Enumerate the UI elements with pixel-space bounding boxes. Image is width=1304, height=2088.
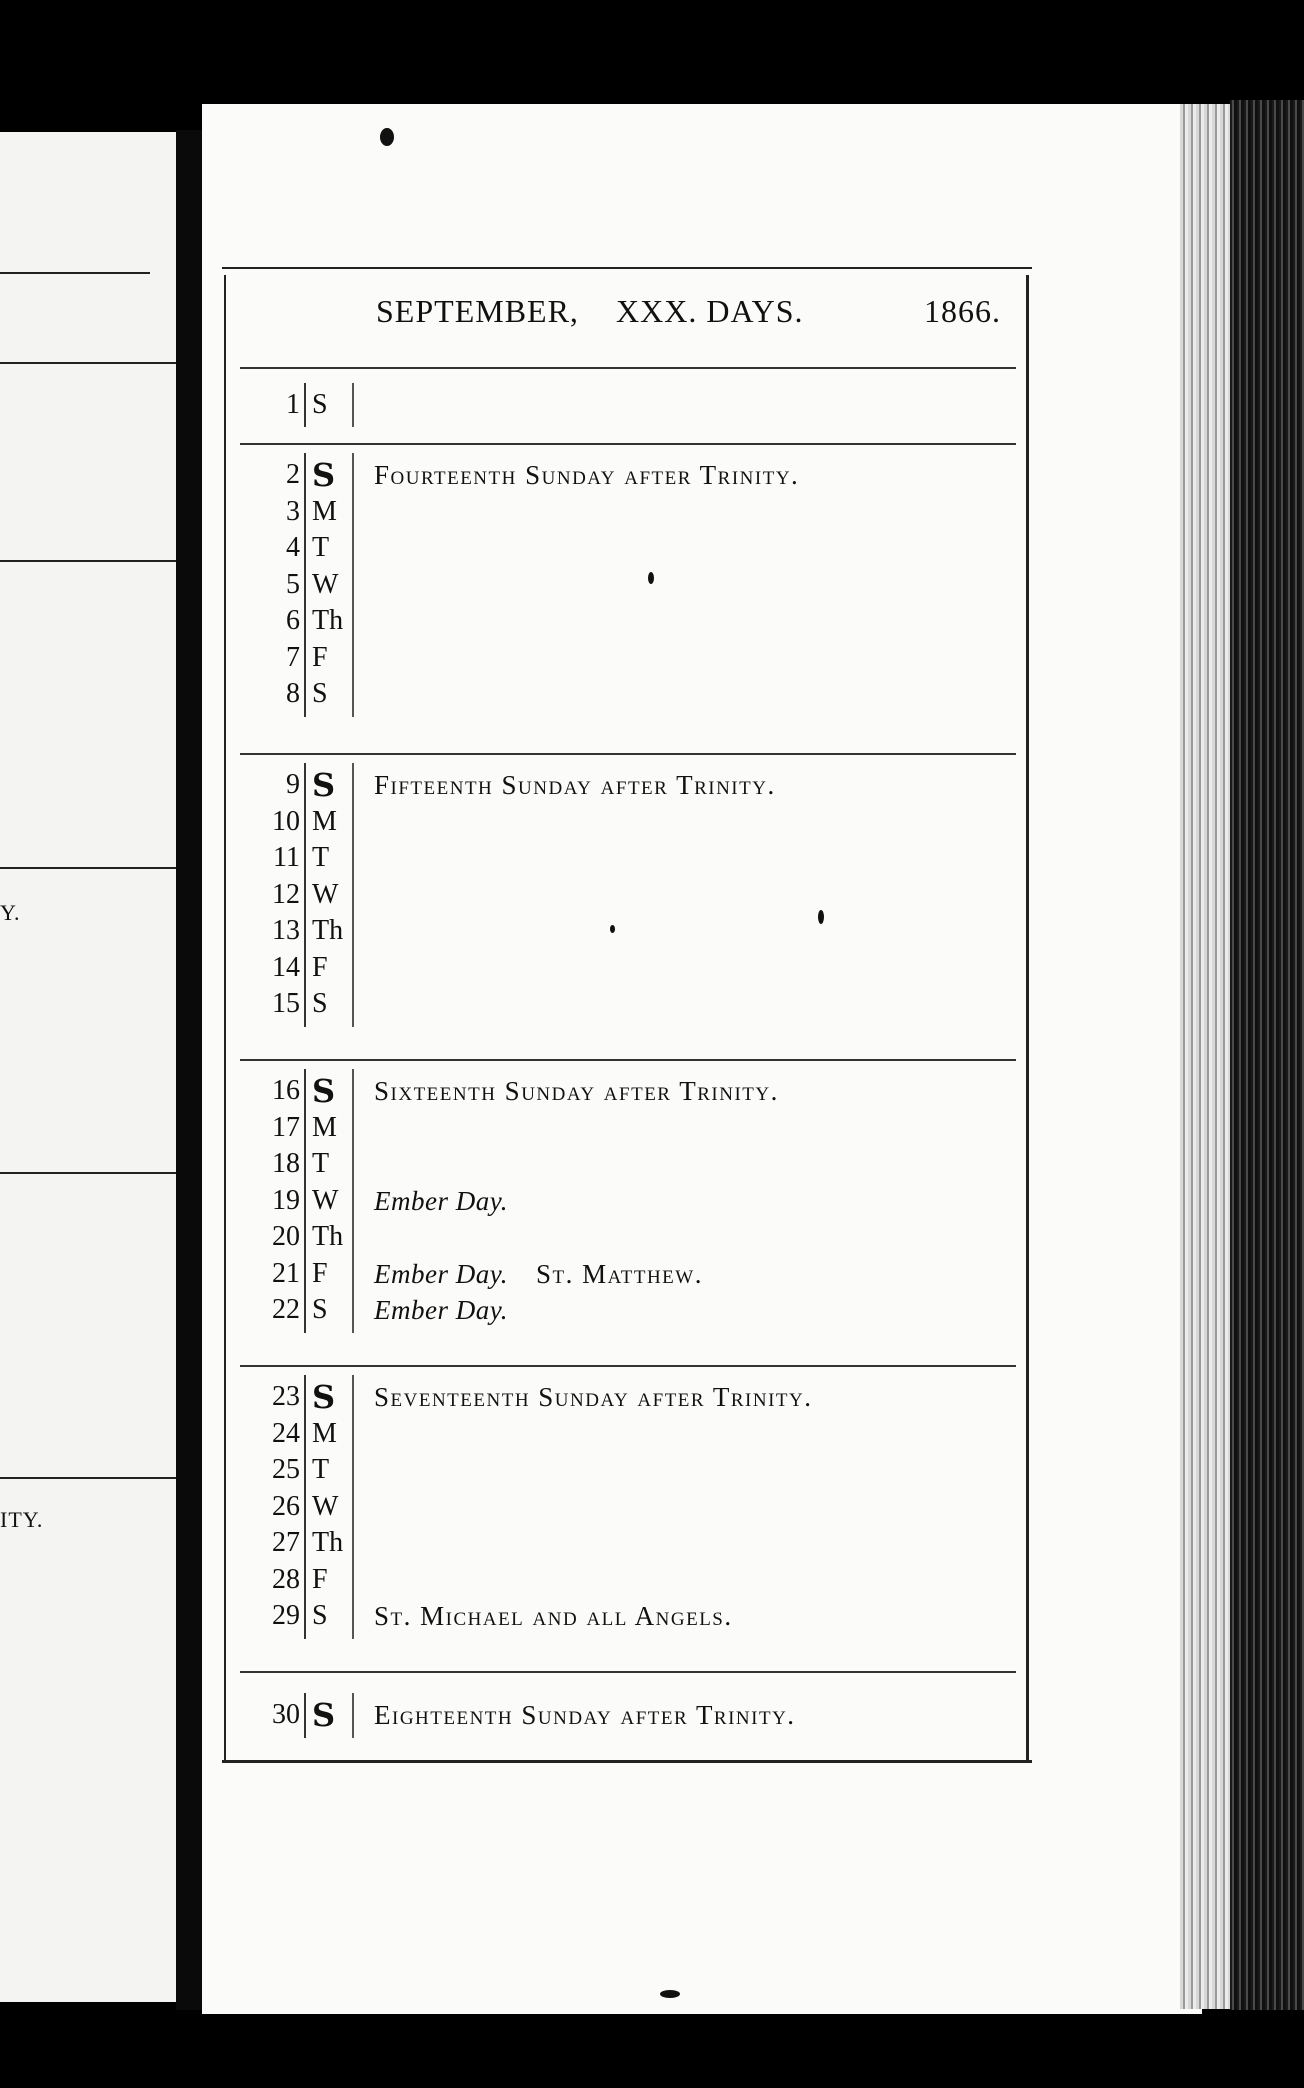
ember-day-note: Ember Day. — [374, 1258, 508, 1289]
date-number: 6 — [286, 605, 300, 636]
weekday-letter: S — [312, 388, 328, 420]
left-page-rule — [0, 272, 150, 274]
ink-speck — [610, 925, 615, 933]
date-number: 26 — [272, 1490, 300, 1522]
date-number: 1 — [286, 388, 300, 420]
date-number: 20 — [272, 1221, 300, 1252]
calendar-row — [240, 1697, 1016, 1733]
date-number: 10 — [272, 805, 300, 837]
date-number: 29 — [272, 1600, 300, 1631]
date-number: 16 — [272, 1075, 300, 1106]
weekday-letter: T — [312, 532, 330, 563]
calendar-row — [240, 1146, 1016, 1182]
calendar-row — [240, 1292, 1016, 1328]
date-number: 14 — [272, 951, 300, 983]
calendar-row — [240, 457, 1016, 493]
date-number: 21 — [272, 1257, 300, 1289]
weekday-letter: M — [312, 1417, 337, 1449]
weekday-letter: Th — [312, 915, 344, 946]
sunday-letter: S — [312, 456, 336, 494]
weekday-letter: F — [312, 951, 328, 983]
ember-day-note: Ember Day. — [374, 1185, 508, 1216]
date-number: 24 — [272, 1417, 300, 1449]
sunday-letter: S — [312, 1696, 336, 1735]
weekday-letter: F — [312, 641, 328, 673]
date-number: 9 — [286, 769, 300, 800]
weekday-letter: Th — [312, 1527, 344, 1558]
calendar-row — [240, 1073, 1016, 1109]
date-number: 8 — [286, 678, 300, 709]
ink-speck — [818, 910, 824, 924]
calendar-row — [240, 1256, 1016, 1292]
day-note — [374, 1256, 703, 1292]
book-gutter — [176, 130, 202, 2010]
weekday-letter: F — [312, 1257, 328, 1289]
left-page-rule — [0, 1172, 176, 1174]
calendar-row — [240, 950, 1016, 986]
day-note — [374, 1379, 812, 1415]
frame-top-rule — [222, 267, 1032, 269]
weekday-letter: T — [312, 1148, 330, 1179]
week-separator — [240, 1365, 1016, 1367]
date-number: 13 — [272, 915, 300, 946]
left-page-rule — [0, 362, 176, 364]
week-block — [240, 1671, 1016, 1760]
left-page-fragment: Y. — [0, 900, 21, 925]
week-separator — [240, 1059, 1016, 1061]
frame-bottom-rule — [222, 1760, 1032, 1763]
ink-speck — [380, 128, 394, 146]
weekday-letter: M — [312, 805, 337, 837]
feast-note: Fifteenth Sunday after Trinity. — [374, 770, 776, 800]
calendar-row — [240, 1110, 1016, 1146]
calendar-row — [240, 913, 1016, 949]
calendar-row — [240, 804, 1016, 840]
weekday-letter: W — [312, 568, 339, 600]
calendar-row — [240, 986, 1016, 1022]
calendar-frame — [224, 275, 1029, 1760]
calendar-header — [376, 293, 1016, 333]
date-number: 4 — [286, 532, 300, 563]
calendar-row — [240, 530, 1016, 566]
week-block — [240, 753, 1016, 1059]
calendar-row — [240, 1219, 1016, 1255]
days-count: XXX. DAYS. — [616, 293, 804, 329]
weekday-letter: W — [312, 1490, 339, 1522]
calendar-row — [240, 494, 1016, 530]
date-number: 11 — [273, 842, 300, 873]
calendar-row — [240, 767, 1016, 803]
weekday-letter: W — [312, 878, 339, 910]
sunday-letter: S — [312, 766, 336, 804]
calendar-row — [240, 1452, 1016, 1488]
feast-note: Eighteenth Sunday after Trinity. — [374, 1700, 796, 1731]
calendar-row — [240, 1562, 1016, 1598]
date-number: 15 — [272, 988, 300, 1019]
left-facing-page — [0, 132, 176, 2002]
week-separator — [240, 443, 1016, 445]
calendar-row — [240, 387, 1016, 423]
calendar-row — [240, 1416, 1016, 1452]
left-page-rule — [0, 867, 176, 869]
weekday-letter: Th — [312, 1221, 344, 1252]
date-number: 7 — [286, 641, 300, 673]
date-number: 30 — [272, 1699, 300, 1731]
weekday-letter: T — [312, 842, 330, 873]
left-page-fragment: ITY. — [0, 1507, 44, 1532]
weekday-letter: S — [312, 988, 328, 1019]
feast-note: Fourteenth Sunday after Trinity. — [374, 460, 800, 490]
weekday-letter: S — [312, 1294, 328, 1325]
sunday-letter: S — [312, 1072, 336, 1110]
date-number: 25 — [272, 1454, 300, 1485]
date-number: 22 — [272, 1294, 300, 1325]
ink-speck — [660, 1990, 680, 1998]
week-block — [240, 367, 1016, 443]
month-title: SEPTEMBER, — [376, 293, 579, 329]
calendar-row — [240, 1183, 1016, 1219]
left-page-rule — [0, 560, 176, 562]
date-number: 17 — [272, 1111, 300, 1143]
week-block — [240, 1059, 1016, 1365]
date-number: 18 — [272, 1148, 300, 1179]
date-number: 23 — [272, 1381, 300, 1412]
calendar-row — [240, 1598, 1016, 1634]
day-note — [374, 1183, 508, 1219]
feast-note: Sixteenth Sunday after Trinity. — [374, 1076, 779, 1106]
calendar-row — [240, 640, 1016, 676]
weekday-letter: T — [312, 1454, 330, 1485]
weekday-letter: Th — [312, 605, 344, 636]
weekday-letter: W — [312, 1184, 339, 1216]
book-edge — [1230, 100, 1304, 2010]
calendar-row — [240, 1489, 1016, 1525]
date-number: 19 — [272, 1184, 300, 1216]
date-number: 27 — [272, 1527, 300, 1558]
day-note — [374, 457, 799, 493]
weekday-letter: M — [312, 1111, 337, 1143]
weekday-letter: M — [312, 495, 337, 527]
date-number: 5 — [286, 568, 300, 600]
date-number: 12 — [272, 878, 300, 910]
weekday-letter: S — [312, 678, 328, 709]
calendar-row — [240, 567, 1016, 603]
ember-day-note: Ember Day. — [374, 1295, 508, 1325]
left-page-rule — [0, 1477, 176, 1479]
year-label: 1866. — [924, 293, 1001, 329]
week-separator — [240, 753, 1016, 755]
weekday-letter: F — [312, 1563, 328, 1595]
week-block — [240, 1365, 1016, 1671]
sunday-letter: S — [312, 1378, 336, 1416]
calendar-row — [240, 1379, 1016, 1415]
ink-speck — [648, 572, 654, 584]
feast-note: Seventeenth Sunday after Trinity. — [374, 1382, 813, 1412]
calendar-row — [240, 877, 1016, 913]
date-number: 2 — [286, 459, 300, 490]
day-note — [374, 1073, 779, 1109]
page-edges — [1180, 104, 1230, 2009]
week-separator — [240, 1671, 1016, 1673]
date-number: 3 — [286, 495, 300, 527]
calendar-row — [240, 840, 1016, 876]
feast-note: St. Matthew. — [535, 1258, 703, 1289]
date-number: 28 — [272, 1563, 300, 1595]
week-block — [240, 443, 1016, 753]
weekday-letter: S — [312, 1600, 328, 1631]
day-note — [374, 1292, 508, 1328]
calendar-row — [240, 1525, 1016, 1561]
day-note — [374, 767, 776, 803]
calendar-row — [240, 676, 1016, 712]
day-note — [374, 1598, 733, 1634]
feast-note: St. Michael and all Angels. — [374, 1601, 733, 1631]
calendar-row — [240, 603, 1016, 639]
day-note — [374, 1697, 796, 1733]
